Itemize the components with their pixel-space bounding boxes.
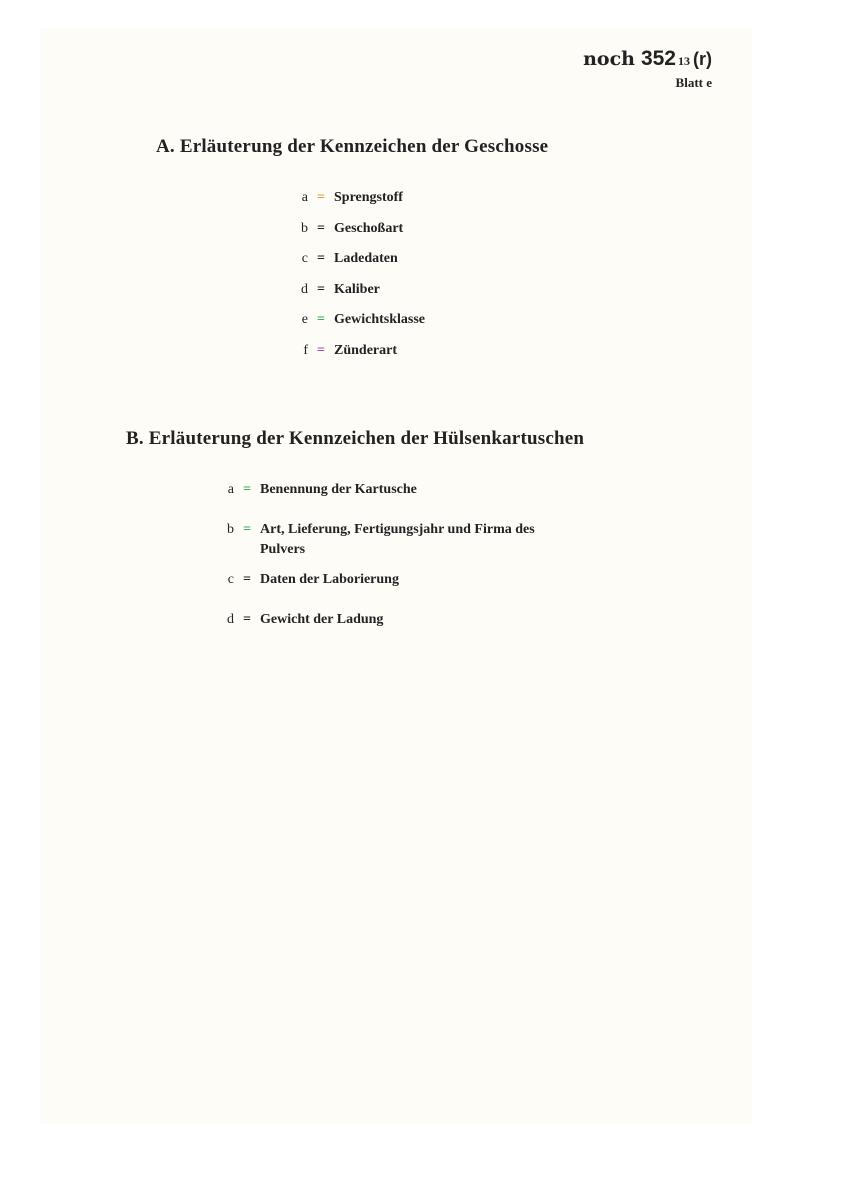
legend-key: f bbox=[303, 342, 308, 358]
legend-key: c bbox=[227, 572, 234, 587]
legend-equals: = bbox=[317, 220, 325, 236]
legend-label: Ladedaten bbox=[334, 251, 398, 266]
section-b-legend bbox=[220, 480, 580, 650]
legend-key: b bbox=[301, 220, 308, 236]
legend-equals: = bbox=[243, 522, 251, 537]
legend-label: Kaliber bbox=[334, 281, 380, 297]
legend-equals: = bbox=[317, 251, 325, 266]
legend-equals: = bbox=[317, 312, 325, 327]
legend-row bbox=[220, 610, 580, 640]
legend-key: a bbox=[301, 190, 308, 205]
legend-label: Geschoßart bbox=[334, 220, 404, 236]
legend-label: Benennung der Kartusche bbox=[260, 482, 417, 497]
legend-label: Gewicht der Ladung bbox=[260, 612, 384, 627]
legend-row bbox=[294, 312, 425, 343]
section-a-legend bbox=[294, 190, 425, 373]
legend-key: b bbox=[227, 522, 234, 537]
document-number: 352 bbox=[640, 47, 676, 70]
legend-row bbox=[220, 480, 580, 510]
legend-equals: = bbox=[317, 281, 325, 297]
legend-row bbox=[220, 520, 580, 560]
header-prefix: noch bbox=[583, 48, 635, 70]
legend-key: e bbox=[301, 312, 308, 327]
legend-key: c bbox=[301, 251, 308, 266]
legend-row bbox=[294, 343, 425, 374]
legend-row bbox=[294, 221, 425, 252]
legend-label: Art, Lieferung, Fertigungsjahr und Firma des Pulvers bbox=[260, 522, 535, 557]
legend-label: Daten der Laborierung bbox=[260, 572, 399, 587]
document-number-line bbox=[583, 48, 712, 69]
document-mark: (r) bbox=[693, 49, 712, 69]
legend-row bbox=[294, 282, 425, 313]
legend-label: Zünderart bbox=[334, 342, 397, 358]
document-page bbox=[40, 28, 752, 1124]
legend-row bbox=[294, 190, 425, 221]
legend-equals: = bbox=[243, 612, 251, 627]
sheet-label: Blatt e bbox=[675, 75, 712, 90]
page-header bbox=[583, 48, 712, 89]
legend-equals: = bbox=[317, 342, 325, 358]
legend-equals: = bbox=[317, 190, 325, 205]
legend-label: Gewichtsklasse bbox=[334, 312, 425, 327]
legend-equals: = bbox=[243, 482, 251, 497]
section-b-title: B. Erläuterung der Kennzeichen der Hülsenkartuschen bbox=[126, 428, 585, 449]
legend-row bbox=[220, 570, 580, 600]
legend-key: a bbox=[227, 482, 234, 497]
document-subnumber: 13 bbox=[678, 54, 690, 68]
legend-key: d bbox=[301, 281, 308, 297]
legend-row bbox=[294, 251, 425, 282]
section-a-title: A. Erläuterung der Kennzeichen der Geschosse bbox=[156, 136, 549, 157]
legend-key: d bbox=[227, 612, 234, 627]
legend-equals: = bbox=[243, 572, 251, 587]
legend-label: Sprengstoff bbox=[334, 190, 403, 205]
